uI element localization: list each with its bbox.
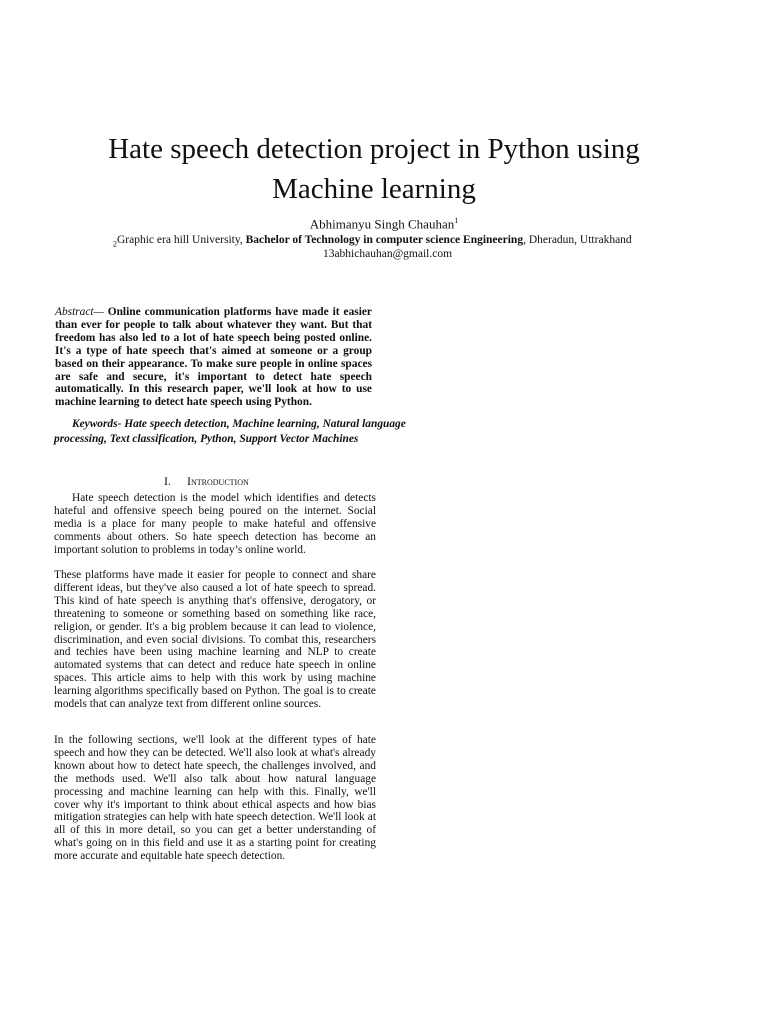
title-line-2: Machine learning xyxy=(272,173,476,205)
section-title: Introduction xyxy=(187,474,249,488)
affiliation-program: Bachelor of Technology in computer science Engineering xyxy=(245,234,524,246)
abstract-label: Abstract— xyxy=(55,306,104,318)
author-line xyxy=(0,213,768,232)
paper-title xyxy=(0,129,748,209)
intro-paragraph-2: These platforms have made it easier for people to connect and share different ideas, but they've also caused a lot of hate speech to spread. This kind of hate speech is anything that's offensive, derogatory, or threatening to someone or something based on something like race, religion, or gender. It's a big problem because it can lead to violence, discrimination, and even social divisions. To combat this, researchers and techies have been using machine learning and NLP to create automated systems that can detect and reduce hate speech in online spaces. This article aims to help with this work by using machine learning algorithms specifically based on Python. The goal is to create models that can analyze text from different online sources. xyxy=(54,569,376,711)
abstract xyxy=(55,306,372,409)
title-line-1: Hate speech detection project in Python using xyxy=(108,133,640,165)
intro-paragraph-1: Hate speech detection is the model which identifies and detects hateful and offensive speech being poured on the internet. Social media is a place for many people to make hateful and offensive comments about others. So hate speech detection has become an important solution to problems in today’s online world. xyxy=(54,492,376,556)
intro-paragraph-3: In the following sections, we'll look at the different types of hate speech and how they can be detected. We'll also look at what's already known about how to detect hate speech, the challenges involved, and the methods used. We'll also talk about how natural language processing and machine learning can help with this. Finally, we'll cover why it's important to think about ethical aspects and how bias mitigation strategies can help with hate speech detection. We'll look at all of this in more detail, so you can get a better understanding of what's going on in this field and use it as a starting point for creating more accurate and equitable hate speech detection. xyxy=(54,734,376,863)
section-number: I. xyxy=(164,474,171,488)
affiliation-institution: Graphic era hill University, xyxy=(117,234,243,246)
author-name: Abhimanyu Singh Chauhan xyxy=(309,216,455,232)
author-email: 13abhichauhan@gmail.com xyxy=(322,248,453,260)
section-heading-introduction xyxy=(164,474,249,488)
abstract-text: Online communication platforms have made it easier than ever for people to talk about whatever they want. But that freedom has also led to a lot of hate speech being posted online. It's a type of hate speech that's aimed at someone or a group based on their appearance. To make sure people in online spaces are safe and secure, it's important to detect hate speech automatically. In this research paper, we'll look at how to use machine learning to detect hate speech using Python. xyxy=(55,306,372,409)
affiliation-prefix: 2 xyxy=(113,239,117,249)
affiliation-location: , Dheradun, Uttrakhand xyxy=(523,234,632,246)
keywords: Keywords- Hate speech detection, Machine learning, Natural language processing, Text classification, Python, Support Vector Machines xyxy=(54,418,406,445)
author-superscript: 1 xyxy=(454,216,459,225)
